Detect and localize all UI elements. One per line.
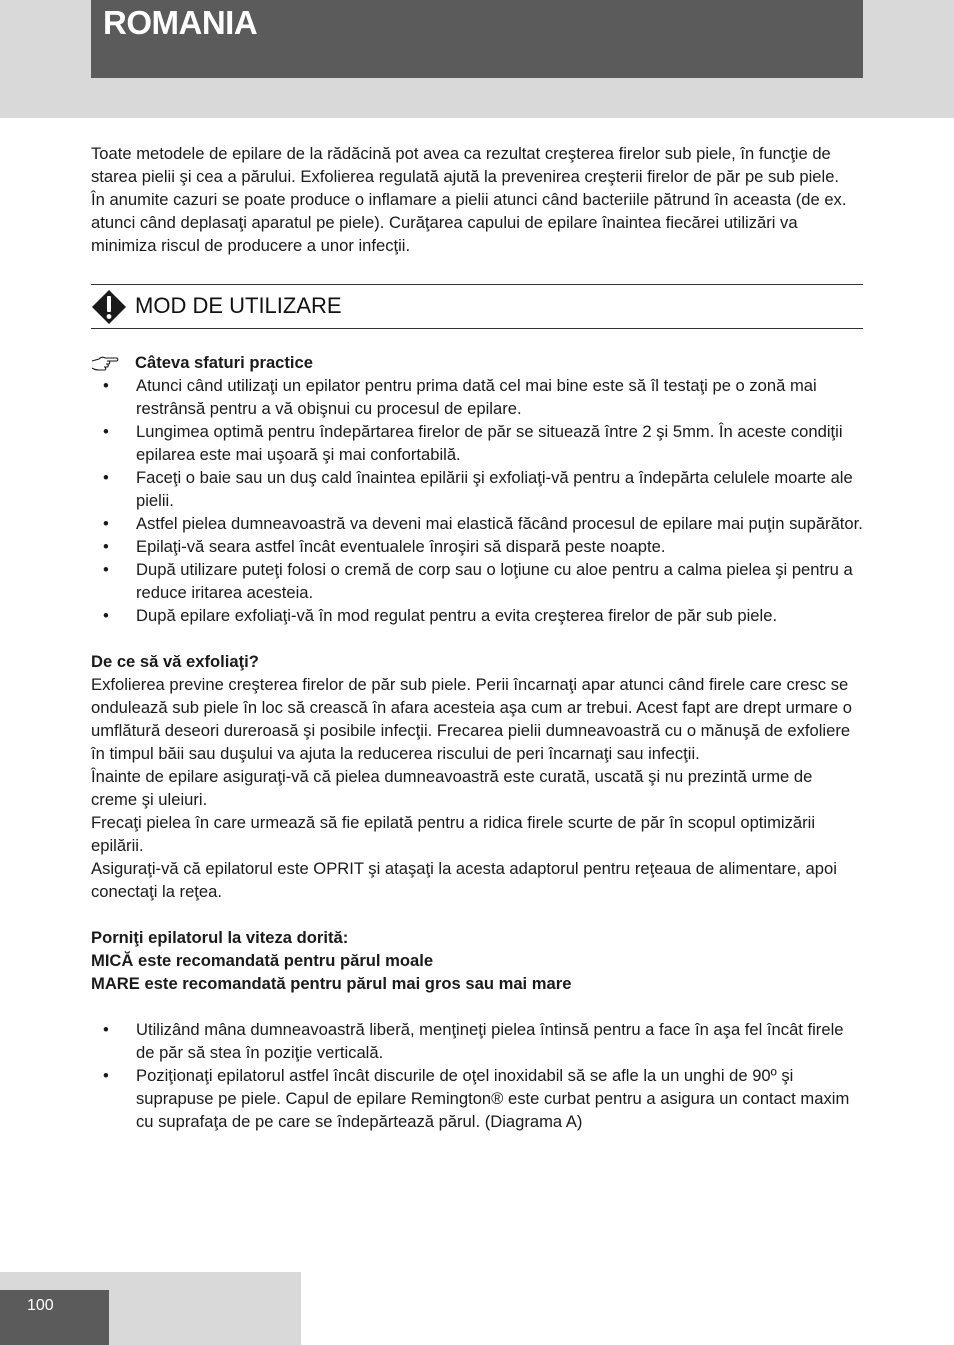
intro-paragraph-1: Toate metodele de epilare de la rădăcină pot avea ca rezultat creşterea firelor sub piele, în funcţie de starea pielii şi cea a părului. Exfolierea regulată ajută la prevenirea creşterii firelor de păr pe sub piele.: [91, 144, 840, 186]
exfoliate-paragraph-4: Asiguraţi-vă că epilatorul este OPRIT şi ataşaţi la acesta adaptorul pentru reţeaua de alimentare, apoi conectaţi la reţea.: [91, 859, 837, 901]
tips-heading-text: Câteva sfaturi practice: [135, 353, 314, 372]
main-content: [91, 142, 863, 1133]
pointing-hand-icon: [91, 354, 119, 372]
list-item: • Epilaţi-vă seara astfel încât eventualele înroşiri să dispară peste noapte.: [91, 535, 863, 558]
tips-heading: [91, 351, 863, 374]
tips-list: [91, 374, 863, 627]
warning-exclamation-icon: [91, 289, 127, 325]
exfoliate-paragraph-3: Frecaţi pielea în care urmează să fie epilată pentru a ridica firele scurte de păr în scopul optimizării epilării.: [91, 813, 816, 855]
exfoliate-paragraph-1: Exfolierea previne creşterea firelor de păr sub piele. Perii încarnaţi apar atunci când firele care cresc se ondulează sub piele în loc să crească în afara acesteia aşa cum ar trebui. Acest fapt are drept urmare o umflătură deseori dureroasă şi posibile infecţii. Frecarea pielii dumneavoastră cu o mănuşă de exfoliere în timpul băii sau duşului va ajuta la reducerea riscului de peri încarnaţi sau infecţii.: [91, 675, 852, 763]
speed-line-1: Porniţi epilatorul la viteza dorită:: [91, 928, 349, 947]
list-item: • Lungimea optimă pentru îndepărtarea firelor de păr se situează între 2 şi 5mm. În aceste condiţii epilarea este mai uşoară şi mai confortabilă.: [91, 420, 863, 466]
exfoliate-heading: De ce să vă exfoliaţi?: [91, 652, 259, 671]
spacer: [91, 627, 863, 650]
steps-list: [91, 1018, 863, 1133]
list-item: • Utilizând mâna dumneavoastră liberă, menţineţi pielea întinsă pentru a face în aşa fel încât firele de păr să stea în poziţie verticală.: [91, 1018, 863, 1064]
list-item: • După epilare exfoliaţi-vă în mod regulat pentru a evita creşterea firelor de păr sub piele.: [91, 604, 863, 627]
list-item: • După utilizare puteţi folosi o cremă de corp sau o loţiune cu aloe pentru a calma pielea şi pentru a reduce iritarea acesteia.: [91, 558, 863, 604]
speed-line-2: MICĂ este recomandată pentru părul moale: [91, 951, 434, 970]
page-number-box: [0, 1290, 109, 1345]
list-item: • Poziţionaţi epilatorul astfel încât discurile de oţel inoxidabil să se afle la un unghi de 90º şi suprapuse pe piele. Capul de epilare Remington® este curbat pentru a asigura un contact maxim cu suprafaţa de pe care se îndepărtează părul. (Diagrama A): [91, 1064, 863, 1133]
section-header: [91, 284, 863, 329]
section-title: MOD DE UTILIZARE: [135, 293, 342, 318]
speed-line-3: MARE este recomandată pentru părul mai gros sau mai mare: [91, 974, 572, 993]
spacer: [91, 995, 863, 1018]
page-number: 100: [27, 1297, 54, 1314]
list-item: • Faceţi o baie sau un duş cald înaintea epilării şi exfoliaţi-vă pentru a îndepărta celulele moarte ale pielii.: [91, 466, 863, 512]
intro-paragraph-2: În anumite cazuri se poate produce o inflamare a pielii atunci când bacteriile pătrund în aceasta (de ex. atunci când deplasaţi aparatul pe piele). Curăţarea capului de epilare înaintea fiecărei utilizări va minimiza riscul de producere a unor infecţii.: [91, 190, 847, 255]
page-title: ROMANIA: [103, 4, 258, 41]
title-bar: [91, 0, 863, 78]
list-item: • Astfel pielea dumneavoastră va deveni mai elastică făcând procesul de epilare mai puţin supărător.: [91, 512, 863, 535]
spacer: [91, 903, 863, 926]
list-item: • Atunci când utilizaţi un epilator pentru prima dată cel mai bine este să îl testaţi pe o zonă mai restrânsă pentru a vă obişnui cu procesul de epilare.: [91, 374, 863, 420]
exfoliate-paragraph-2: Înainte de epilare asiguraţi-vă că pielea dumneavoastră este curată, uscată şi nu prezintă urme de creme şi uleiuri.: [91, 767, 813, 809]
